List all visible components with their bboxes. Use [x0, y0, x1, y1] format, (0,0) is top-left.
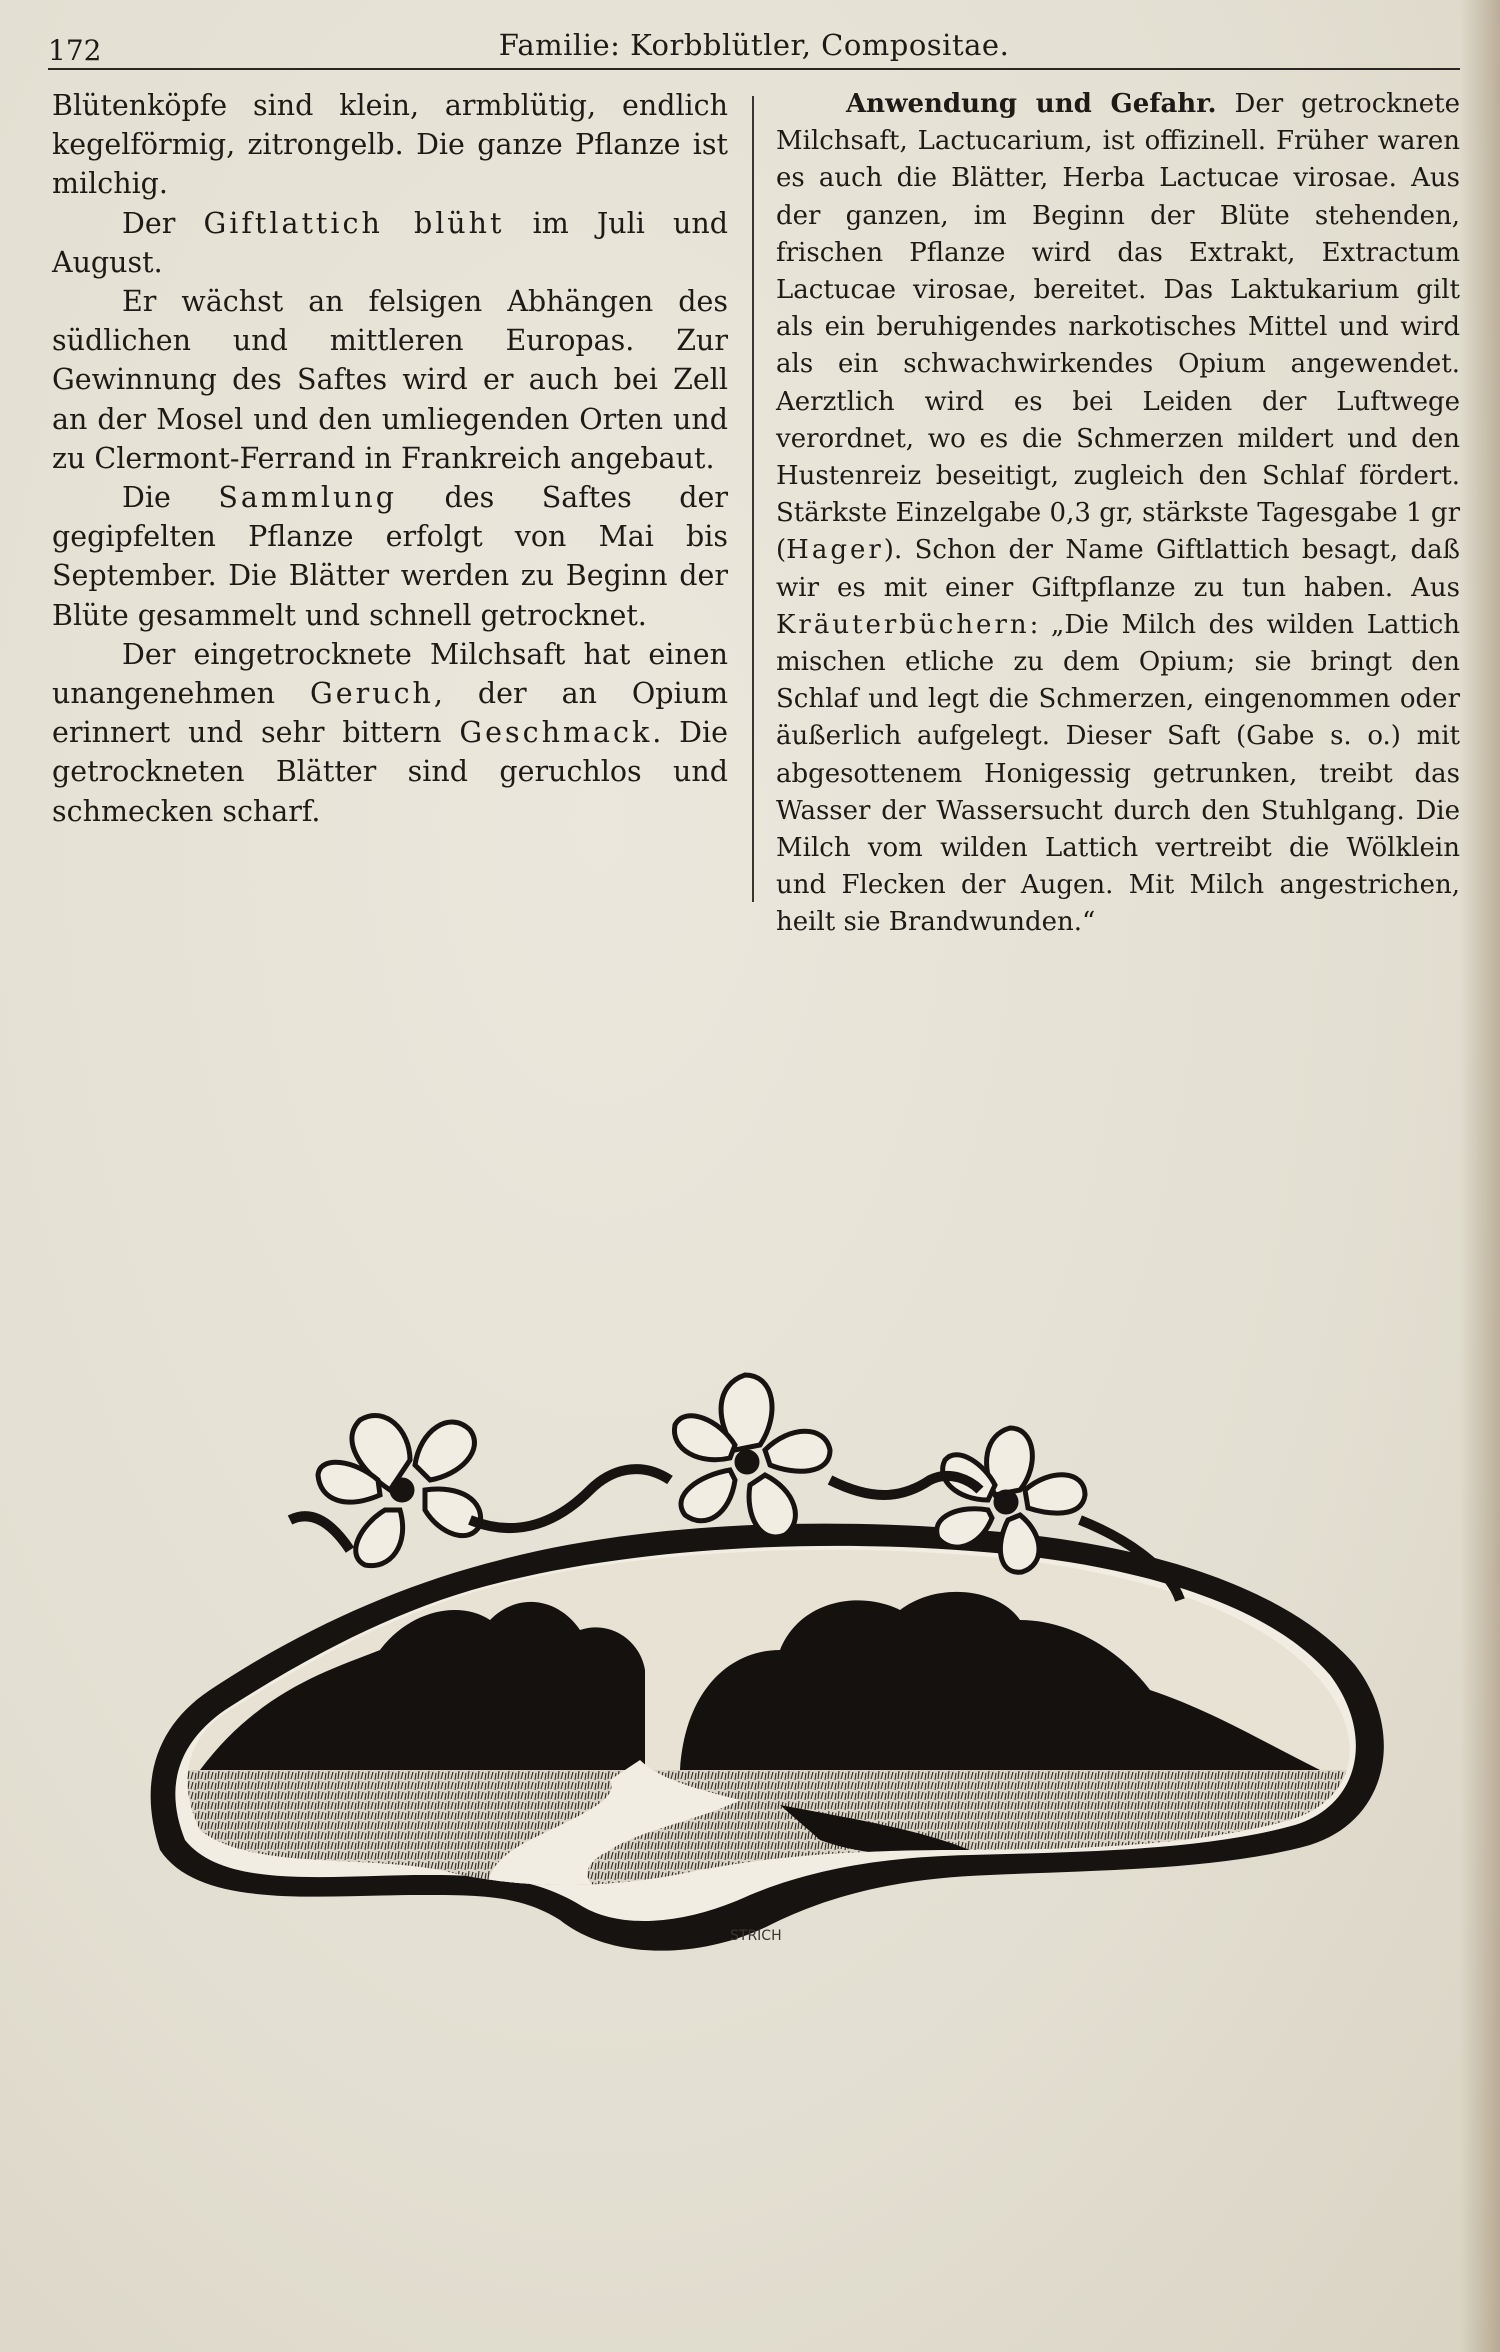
paragraph-smell-taste: Der eingetrocknete Milchsaft hat einen unangenehmen Geruch, der an Opium erinnert und sehr bittern Geschmack. Die getrockneten Blätter sind geruchlos und schmecken scharf.: [52, 637, 729, 828]
running-title: Familie: Korbblütler, Compositae.: [498, 28, 1010, 62]
left-column: [52, 86, 728, 831]
paragraph-description: Blütenköpfe sind klein, armblütig, endlich kegelförmig, zitrongelb. Die ganze Pflanze ist milchig.: [52, 89, 728, 201]
right-column: [776, 86, 1460, 942]
flower-ornament-center: [674, 1375, 830, 1537]
column-divider: [752, 96, 754, 902]
paragraph-usage-danger: Anwendung und Gefahr. Der getrocknete Milchsaft, Lactucarium, ist offizinell. Früher waren es auch die Blätter, Herba Lactucae virosae. Aus der ganzen, im Beginn der Blüte stehenden, frischen Pflanze wird das Extrakt, Extractum Lactucae virosae, bereitet. Das Laktukarium gilt als ein beruhigendes narkotisches Mittel und wird als ein schwachwirkendes Opium angewendet. Aerztlich wird es bei Leiden der Luftwege verordnet, wo es die Schmerzen mildert und den Hustenreiz beseitigt, zugleich den Schlaf fördert. Stärkste Einzelgabe 0,3 gr, stärkste Tagesgabe 1 gr (Hager). Schon der Name Giftlattich besagt, daß wir es mit einer Giftpflanze zu tun haben. Aus Kräuterbüchern: „Die Milch des wilden Lattich mischen etliche zu dem Opium; sie bringt den Schlaf und legt die Schmerzen, eingenommen oder äußerlich aufgelegt. Dieser Saft (Gabe s. o.) mit abgesottenem Honigessig getrunken, treibt das Wasser der Wassersucht durch den Stuhlgang. Die Milch vom wilden Lattich vertreibt die Wölklein und Flecken der Augen. Mit Milch angestrichen, heilt sie Brandwunden.“: [776, 89, 1460, 938]
landscape-vignette-illustration: [140, 1350, 1390, 1970]
page-number: 172: [48, 34, 102, 67]
artist-signature: STRICH: [730, 1928, 782, 1944]
page-header: [48, 28, 1460, 68]
section-heading: Anwendung und Gefahr.: [846, 89, 1217, 119]
header-rule: [48, 68, 1460, 70]
paragraph-flowering: Der Giftlattich blüht im Juli und August.: [52, 206, 728, 279]
paragraph-habitat: Er wächst an felsigen Abhängen des südlichen und mittleren Europas. Zur Gewinnung des Saftes wird er auch bei Zell an der Mosel und den umliegenden Orten und zu Clermont-Ferrand in Frankreich angebaut.: [52, 285, 728, 475]
paragraph-collection: Die Sammlung des Saftes der gegipfelten Pflanze erfolgt von Mai bis September. Die Blätter werden zu Beginn der Blüte gesammelt und schnell getrocknet.: [52, 481, 728, 632]
